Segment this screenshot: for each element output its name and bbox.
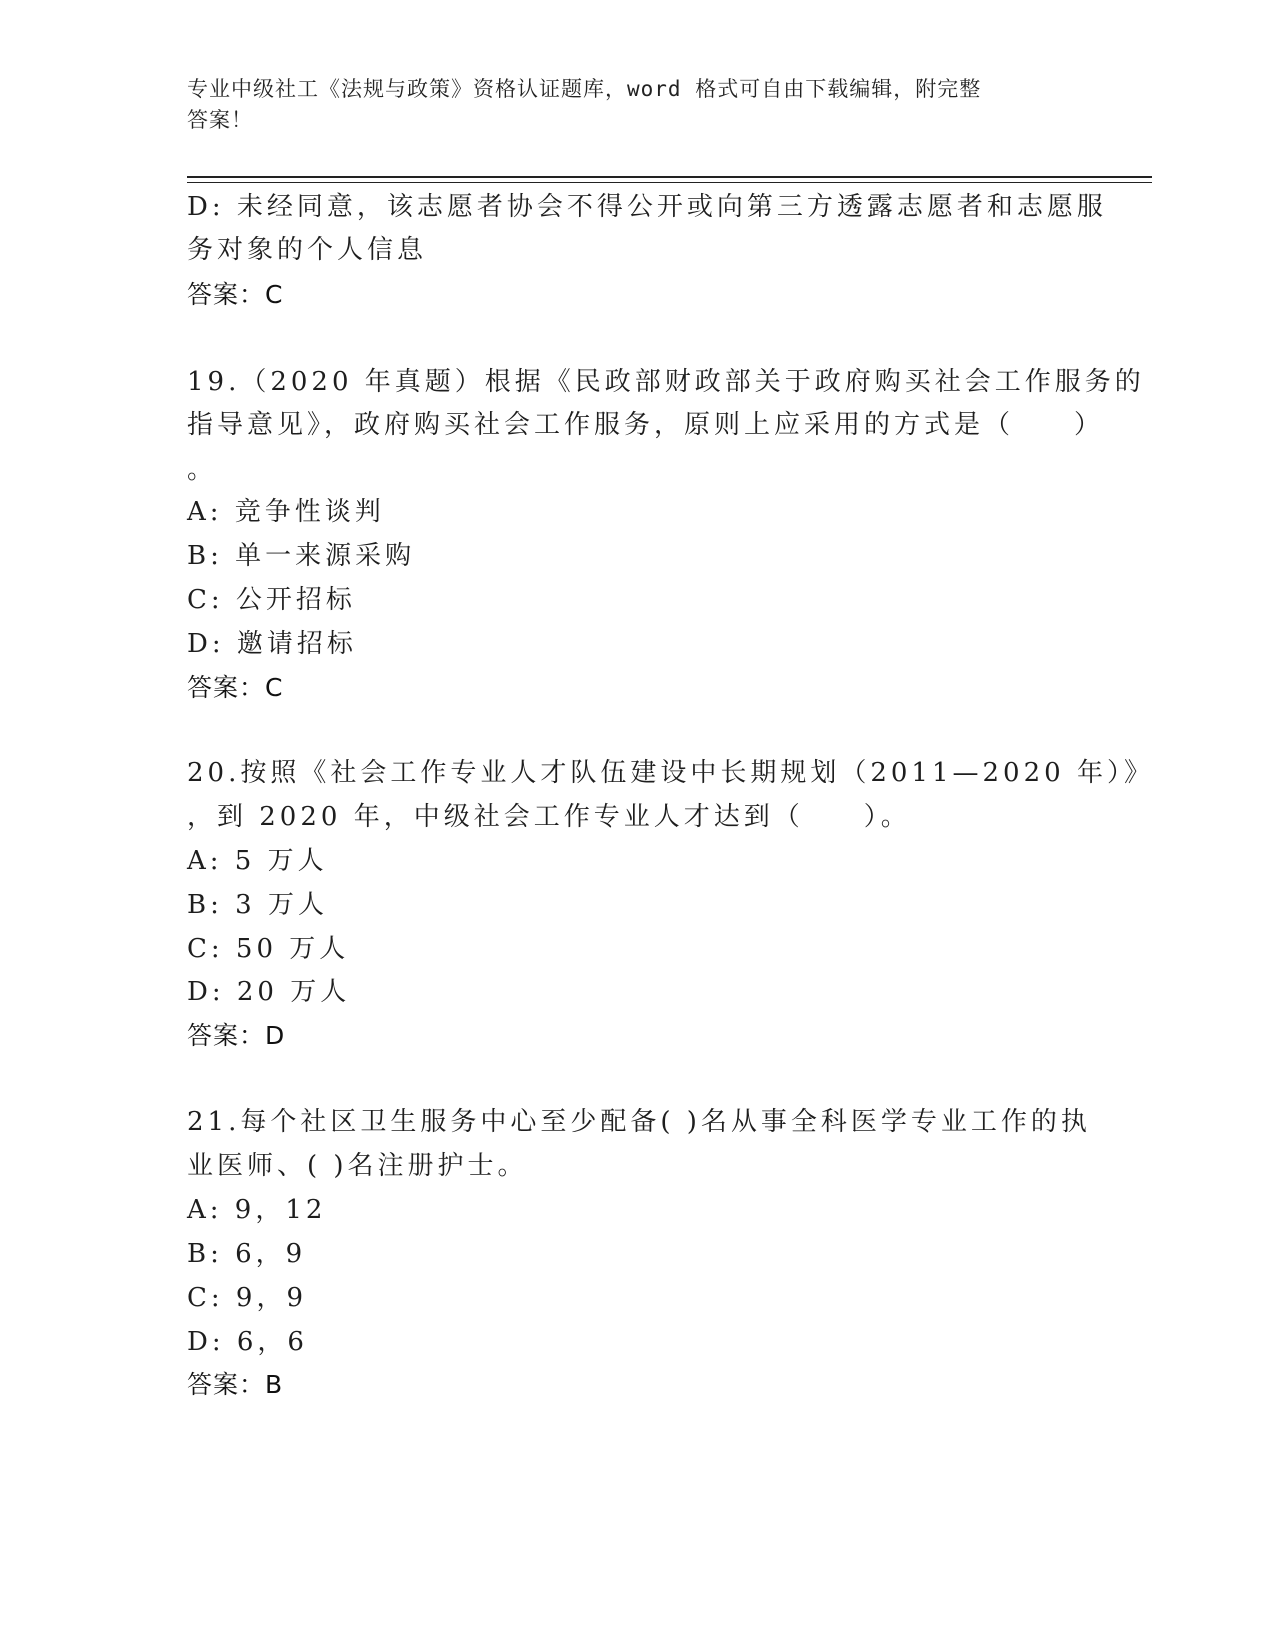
header-divider-thin [187, 182, 1152, 183]
q21-answer: 答案：B [187, 1370, 284, 1399]
q19-option-c: C: 公开招标 [187, 585, 356, 615]
prev-option-d-line-2: 务对象的个人信息 [187, 235, 428, 265]
prev-option-d-line-1: D: 未经同意，该志愿者协会不得公开或向第三方透露志愿者和志愿服 [187, 192, 1107, 222]
q19-option-a: A: 竞争性谈判 [187, 497, 385, 527]
q21-option-b: B: 6，9 [187, 1239, 307, 1269]
document-header [187, 74, 1067, 136]
q21-stem-line-1: 21.每个社区卫生服务中心至少配备( )名从事全科医学专业工作的执 [187, 1107, 1091, 1137]
q19-answer: 答案：C [187, 673, 284, 702]
q20-option-b: B: 3 万人 [187, 890, 328, 920]
q20-option-c: C: 50 万人 [187, 934, 350, 964]
q21-stem-line-2: 业医师、( )名注册护士。 [187, 1151, 528, 1181]
q21-option-d: D: 6，6 [187, 1327, 308, 1357]
q20-option-d: D: 20 万人 [187, 977, 351, 1007]
header-divider-thick [187, 176, 1152, 178]
q19-stem-line-2: 指导意见》，政府购买社会工作服务，原则上应采用的方式是（ ） [187, 410, 1105, 440]
prev-answer: 答案：C [187, 280, 284, 309]
q20-stem-line-2: ，到 2020 年，中级社会工作专业人才达到（ ）。 [187, 802, 911, 832]
q20-stem-line-1: 20.按照《社会工作专业人才队伍建设中长期规划（2011—2020 年）》 [187, 758, 1154, 788]
q19-stem-line-1: 19.（2020 年真题）根据《民政部财政部关于政府购买社会工作服务的 [187, 367, 1145, 397]
q19-option-d: D: 邀请招标 [187, 629, 357, 659]
q19-stem-line-3: 。 [187, 455, 218, 485]
header-line-2: 答案！ [187, 108, 253, 132]
q20-option-a: A: 5 万人 [187, 846, 328, 876]
q21-option-a: A: 9，12 [187, 1195, 327, 1225]
q21-option-c: C: 9，9 [187, 1283, 308, 1313]
header-line-1: 专业中级社工《法规与政策》资格认证题库，word 格式可自由下载编辑，附完整 [187, 77, 982, 101]
q19-option-b: B: 单一来源采购 [187, 541, 416, 571]
q20-answer: 答案：D [187, 1021, 286, 1050]
